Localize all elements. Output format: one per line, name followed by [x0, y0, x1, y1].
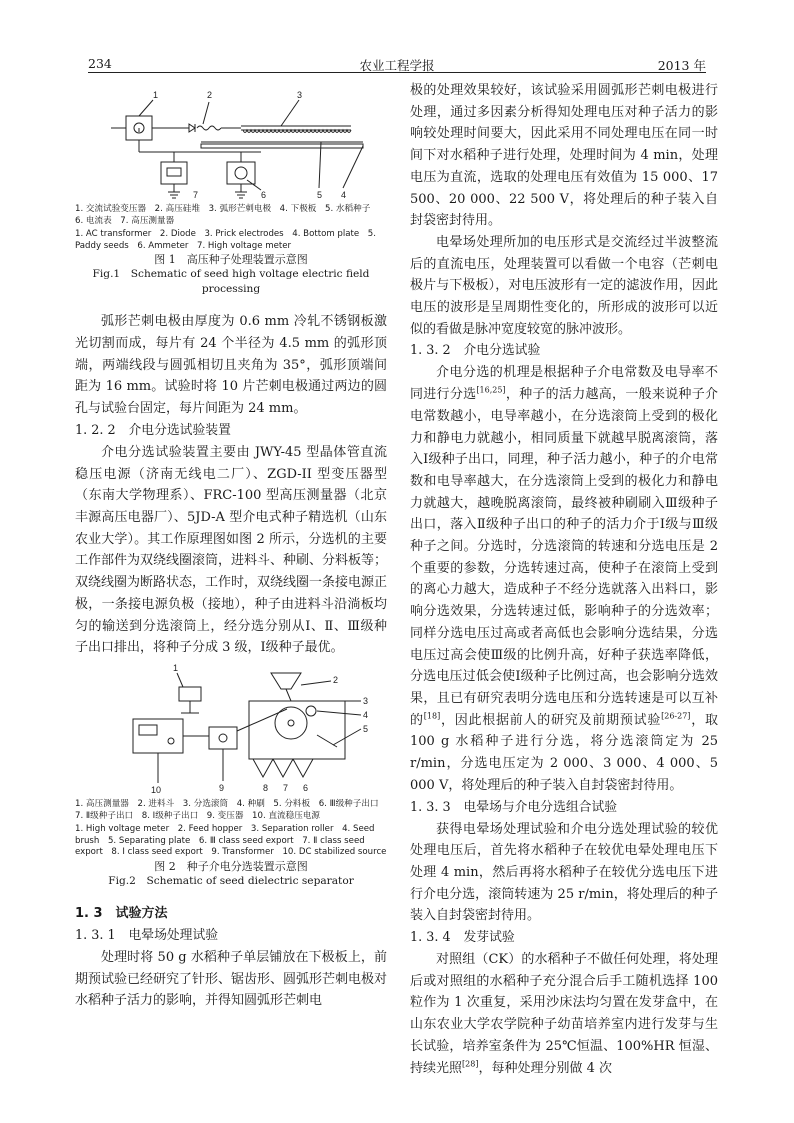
text-mechanism-c: ，因此根据前人的研究及前期预试验: [440, 712, 662, 728]
bottom-plate: [201, 144, 363, 148]
fig1-label-4: 4: [341, 190, 347, 200]
ground-symbol-2: [235, 192, 247, 198]
dc-source-display: [139, 725, 157, 735]
figure-2-diagram: [81, 661, 381, 797]
section-heading-1-3: 1. 3 试验方法: [75, 905, 168, 921]
fig2-label-4: 4: [363, 709, 369, 720]
journal-name: 农业工程学报: [359, 58, 435, 73]
fig2-label-9: 9: [219, 782, 225, 793]
text-germination-a: 对照组（CK）的水稻种子不做任何处理，将处理后或对照组的水稻种子充分混合后手工随机选择 100 粒作为 1 次重复，采用沙床法均匀置在发芽盒中，在山东农业大学农学院种子幼苗培养室内进行发芽与生长试验，培养室条件为 25℃恒温、100%HR 恒湿、持续光照: [410, 952, 718, 1076]
section-heading-1-2-2: 1. 2. 2 介电分选试验装置: [75, 422, 231, 438]
figure-1: [75, 80, 387, 297]
leader-5: [319, 142, 321, 188]
paragraph-corona-continued: 极的处理效果较好，该试验采用圆弧形芒刺电极进行处理，通过多因素分析得知处理电压对种子活力的影响较处理时间要大，因此采用不同处理电压在同一时间下对水稻种子进行处理，处理时间为 4 min，处理电压为直流，选取的处理电压有效值为 15 000、17 500、20 000、22 500 V，将处理后的种子装入自封袋密封待用。: [410, 83, 718, 229]
high-voltage-meter-box: [161, 162, 187, 184]
figure-2-legend-zh: 1. 高压测量器 2. 进料斗 3. 分选滚筒 4. 种刷 5. 分料板 6. Ⅲ级种子出口 7. Ⅱ级种子出口 8. Ⅰ级种子出口 9. 变压器 10. 直流稳压电源: [75, 798, 388, 821]
figure-1-caption-en: Fig.1 Schematic of seed high voltage electric field processing: [92, 268, 370, 296]
section-heading-1-3-3: 1. 3. 3 电晕场与介电分选组合试验: [410, 799, 618, 815]
paragraph-germination-test: [410, 949, 718, 1079]
leader-3: [281, 100, 299, 126]
diode-symbol: [189, 124, 195, 132]
figure-1-diagram: [81, 80, 381, 202]
roller-axle: [288, 720, 294, 726]
fig2-label-6: 6: [303, 782, 309, 793]
fig2-label-2: 2: [333, 674, 339, 685]
high-voltage-meter-head: [179, 687, 201, 701]
citation-18[interactable]: [18]: [423, 711, 441, 721]
citation-28[interactable]: [28]: [462, 1059, 479, 1069]
separator-housing: [249, 701, 345, 759]
citation-16-25[interactable]: [16,25]: [476, 385, 506, 395]
coil-symbol: [197, 126, 221, 130]
leader-2: [203, 102, 209, 124]
transformer-box: [209, 727, 237, 749]
ammeter-dial: [235, 167, 247, 179]
text-mechanism-a: 介电分选的机理是根据种子介电常数及电导率不同进行分选: [410, 365, 718, 403]
fig2-label-7: 7: [283, 782, 289, 793]
text-mechanism-d: ，取 100 g 水稻种子进行分选，将分选滚筒定为 25 r/min，分选电压定为 2 000、3 000、4 000、5 000 V，将处理后的种子装入自封袋密封待用。: [410, 712, 718, 793]
fig2-label-8: 8: [263, 782, 269, 793]
fig2-label-10: 10: [151, 784, 162, 795]
figure-2-legend-en: 1. High voltage meter 2. Feed hopper 3. Separation roller 4. Seed brush 5. Separating plate 6. Ⅲ class seed export 7. Ⅱ class seed export 8. Ⅰ class seed export 9. Transformer 10. DC stabilized source: [75, 824, 387, 858]
section-heading-1-3-1: 1. 3. 1 电晕场处理试验: [75, 927, 219, 943]
figure-1-legend-zh: 1. 交流试验变压器 2. 高压硅堆 3. 弧形芒刺电极 4. 下极板 5. 水稻种子 6. 电流表 7. 高压测量器: [75, 204, 379, 226]
fig1-label-7: 7: [193, 190, 199, 200]
fig1-label-3: 3: [297, 90, 303, 100]
running-header: [88, 52, 706, 73]
figure-2-caption-en: Fig.2 Schematic of seed dielectric separator: [108, 874, 354, 887]
separation-roller: [275, 707, 307, 739]
fig1-label-2: 2: [207, 90, 213, 100]
page-number: 234: [88, 56, 112, 71]
ammeter-box: [227, 162, 255, 184]
figure-1-caption-zh: 图 1 高压种子处理装置示意图: [154, 253, 308, 267]
leader-fig2-2: [301, 681, 331, 685]
prick-electrode-bar: [241, 126, 351, 130]
right-column: [410, 80, 718, 1079]
high-voltage-meter-display: [167, 168, 181, 176]
leader-1: [139, 100, 153, 116]
leader-fig2-1: [177, 673, 183, 687]
dc-source-knob: [168, 738, 174, 744]
paragraph-voltage-waveform: 电晕场处理所加的电压形式是交流经过半波整流后的直流电压，处理装置可以看做一个电容（芒刺电极片与下极板），对电压波形有一定的滤波作用，因此电压的波形是呈周期性变化的，所形成的波形可以近似的看做是脉冲宽度较宽的脉冲波形。: [410, 234, 718, 337]
paragraph-electrode-description: 弧形芒刺电极由厚度为 0.6 mm 冷轧不锈钢板激光切割而成，每片有 24 个半径为 4.5 mm 的弧形顶端，两端线段与圆弧相切且夹角为 35°，弧形顶端间距为 16 mm。试验时将 10 片芒刺电极通过两边的圆孔与试验台固定，每片间距为 24 mm。: [75, 314, 387, 417]
fig1-label-1: 1: [153, 90, 159, 100]
seed-exports: [253, 759, 313, 777]
transformer-symbol: [219, 734, 227, 742]
journal-year: 2013 年: [657, 58, 706, 73]
paragraph-dielectric-mechanism: [410, 362, 718, 796]
leader-4: [343, 146, 363, 188]
citation-26-27[interactable]: [26-27]: [661, 711, 691, 721]
fig2-label-5: 5: [363, 723, 369, 734]
feed-hopper: [271, 673, 301, 689]
paragraph-dielectric-device: 介电分选试验装置主要由 JWY-45 型晶体管直流稳压电源（济南无线电二厂）、ZGD-II 型变压器型（东南大学物理系）、FRC-100 型高压测量器（北京丰源高压电器厂）、5JD-A 型介电式种子精选机（山东农业大学）。其工作原理图如图 2 所示，分选机的主要工作部件为双绕线圈滚筒，进料斗、种刷、分料板等；双绕线圈为断路状态，工作时，双绕线圈一条接电源正极，一条接电源负极（接地），种子由进料斗沿淌板均匀的输送到分选滚筒上，经分选分别从Ⅰ、Ⅱ、Ⅲ级种子出口排出，将种子分成 3 级，Ⅰ级种子最优。: [75, 444, 388, 656]
section-heading-1-3-2: 1. 3. 2 介电分选试验: [410, 343, 541, 359]
separating-plate: [317, 735, 337, 747]
dc-source-box: [133, 719, 183, 753]
figure-2-caption-zh: 图 2 种子介电分选装置示意图: [154, 859, 308, 873]
ground-symbol-1: [168, 192, 180, 198]
seed-brush: [306, 706, 316, 716]
leader-fig2-5: [333, 729, 361, 745]
fig2-label-3: 3: [363, 695, 369, 706]
figure-1-legend-en: 1. AC transformer 2. Diode 3. Prick electrodes 4. Bottom plate 5. Paddy seeds 6. Ammeter 7. High voltage meter: [75, 229, 376, 251]
text-germination-b: ，每种处理分别做 4 次: [478, 1060, 612, 1076]
fig2-label-1: 1: [173, 662, 179, 673]
hopper-chute: [286, 689, 291, 701]
left-column: [75, 80, 387, 1012]
figure-2: [75, 661, 387, 889]
fig1-label-6: 6: [261, 190, 267, 200]
leader-6: [247, 180, 261, 190]
paragraph-corona-treatment: 处理时将 50 g 水稻种子单层铺放在下极板上，前期预试验已经研究了针形、锯齿形、圆弧形芒刺电极对水稻种子活力的影响，并得知圆弧形芒刺电: [75, 949, 388, 1009]
section-heading-1-3-4: 1. 3. 4 发芽试验: [410, 930, 515, 946]
text-mechanism-b: ，种子的活力越高，一般来说种子介电常数越小，电导率越小，在分选滚筒上受到的极化力和静电力就越小，相同质量下就越早脱离滚筒，落入Ⅰ级种子出口，同理，种子活力越小，种子的介电常数和电导率越大，在分选滚筒上受到的极化力和静电力就越大，越晚脱离滚筒，最终被种刷刷入Ⅲ级种子出口，落入Ⅱ级种子出口的种子的活力介于Ⅰ级与Ⅲ级种子之间。分选时，分选滚筒的转速和分选电压是 2 个重要的参数，分选转速过高，使种子在滚筒上受到的离心力越大，造成种子不经分选就落入出料口，影响分选效果，分选转速过低，影响种子的分选效率；同样分选电压过高或者高低也会影响分选结果，分选电压过高会使Ⅲ级的比例升高，好种子获选率降低，分选电压过低会使Ⅰ级种子比例过高，也会影响分选效果，且已有研究表明分选电压和分选转速是可以互补的: [410, 387, 718, 728]
fig1-label-5: 5: [317, 190, 323, 200]
paragraph-combined-test: 获得电晕场处理试验和介电分选处理试验的较优处理电压后，首先将水稻种子在较优电晕处理电压下处理 4 min，然后再将水稻种子在较优分选电压下进行介电分选，滚筒转速为 25 r/min，将处理后的种子装入自封袋密封待用。: [410, 821, 718, 924]
leader-fig2-4: [317, 711, 361, 715]
